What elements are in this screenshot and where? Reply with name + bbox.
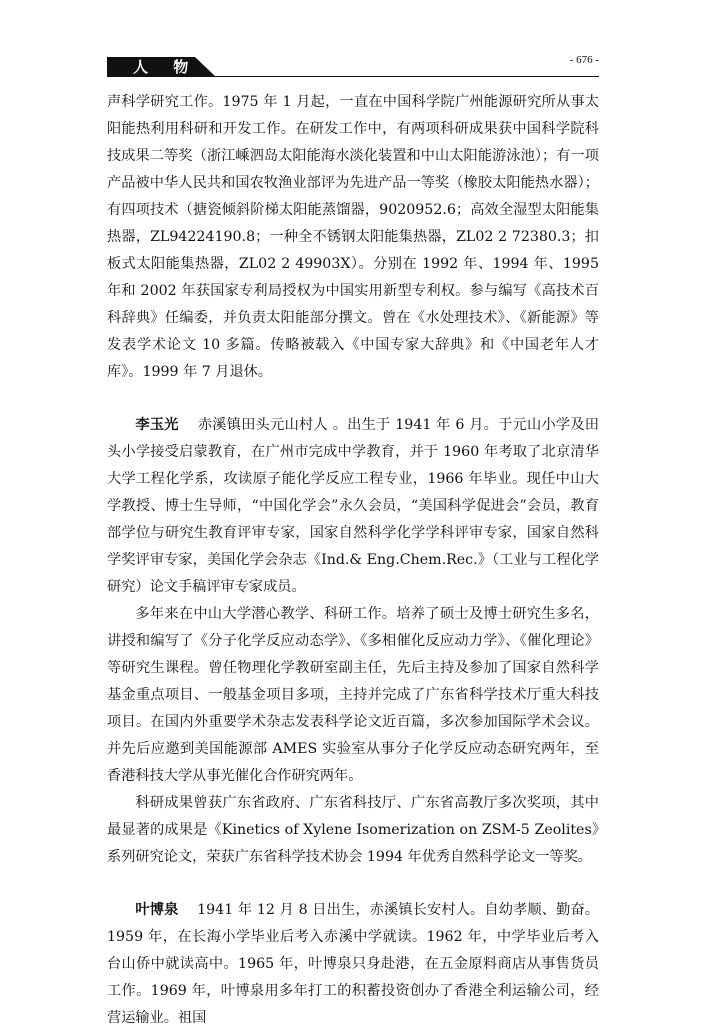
biography-text: 赤溪镇田头元山村人 。出生于 1941 年 6 月。于元山小学及田头小学接受启蒙教育，在广州市完成中学教育，并于 1960 年考取了北京清华大学工程化学系，攻读原子能化学反应工程专业，1966 年毕业。现任中山大学教授、博士生导师，“中国化学会”永久会员，“美国科学促进会”会员，教育部学位与研究生教育评审专家，国家自然科学化学学科评审专家，国家自然科学奖评审专家，美国化学会杂志《Ind.& Eng.Chem.Rec.》（工业与工程化学研究）论文手稿评审专家成员。 bbox=[107, 417, 599, 595]
page-number: - 676 - bbox=[569, 54, 599, 66]
biography-paragraph: 多年来在中山大学潜心教学、科研工作。培养了硕士及博士研究生多名，讲授和编写了《分子化学反应动态学》、《多相催化反应动力学》、《催化理论》等研究生课程。曾任物理化学教研室副主任，先后主持及参加了国家自然科学基金重点项目、一般基金项目多项，主持并完成了广东省科学技术厅重大科技项目。在国内外重要学术杂志发表科学论文近百篇，多次参加国际学术会议。并先后应邀到美国能源部 AMES 实验室从事分子化学反应动态研究两年，至香港科技大学从事光催化合作研究两年。 bbox=[107, 606, 599, 784]
biography-paragraph: 科研成果曾获广东省政府、广东省科技厅、广东省高教厅多次奖项，其中最显著的成果是《Kinetics of Xylene Isomerization on ZSM-5 Zeolites》系列研究论文，荣获广东省科学技术协会 1994 年优秀自然科学论文一等奖。 bbox=[107, 795, 599, 865]
section-title: 人 物 bbox=[133, 58, 199, 76]
intro-paragraph: 声科学研究工作。1975 年 1 月起，一直在中国科学院广州能源研究所从事太阳能热利用科研和开发工作。在研发工作中，有两项科研成果获中国科学院科技成果二等奖（浙江嵊泗岛太阳能海水淡化装置和中山太阳能游泳池）；有一项产品被中华人民共和国农牧渔业部评为先进产品一等奖（橡胶太阳能热水器）；有四项技术（搪瓷倾斜阶梯太阳能蒸馏器，9020952.6；高效全湿型太阳能集热器，ZL94224190.8；一种全不锈钢太阳能集热器，ZL02 2 72380.3；扣板式太阳能集热器，ZL02 2 49903X）。分别在 1992 年、1994 年、1995 年和 2002 年获国家专利局授权为中国实用新型专利权。参与编写《高技术百科辞典》任编委，并负责太阳能部分撰文。曾在《水处理技术》、《新能源》等发表学术论文 10 多篇。传略被载入《中国专家大辞典》和《中国老年人才库》。1999 年 7 月退休。 bbox=[107, 94, 599, 380]
biography-entry bbox=[107, 412, 599, 601]
person-name: 叶博泉 bbox=[135, 902, 179, 918]
biography-entry bbox=[107, 897, 599, 1032]
person-name: 李玉光 bbox=[135, 417, 179, 433]
biography-text: 1941 年 12 月 8 日出生，赤溪镇长安村人。自幼孝顺、勤奋。1959 年，在长海小学毕业后考入赤溪中学就读。1962 年，中学毕业后考入台山侨中就读高中。1965 年，叶博泉只身赴港，在五金原料商店从事售货员工作。1969 年，叶博泉用多年打工的积蓄投资创办了香港全利运输公司，经营运输业。祖国 bbox=[107, 902, 599, 1026]
page-body bbox=[107, 89, 599, 1032]
page-header bbox=[107, 54, 599, 77]
